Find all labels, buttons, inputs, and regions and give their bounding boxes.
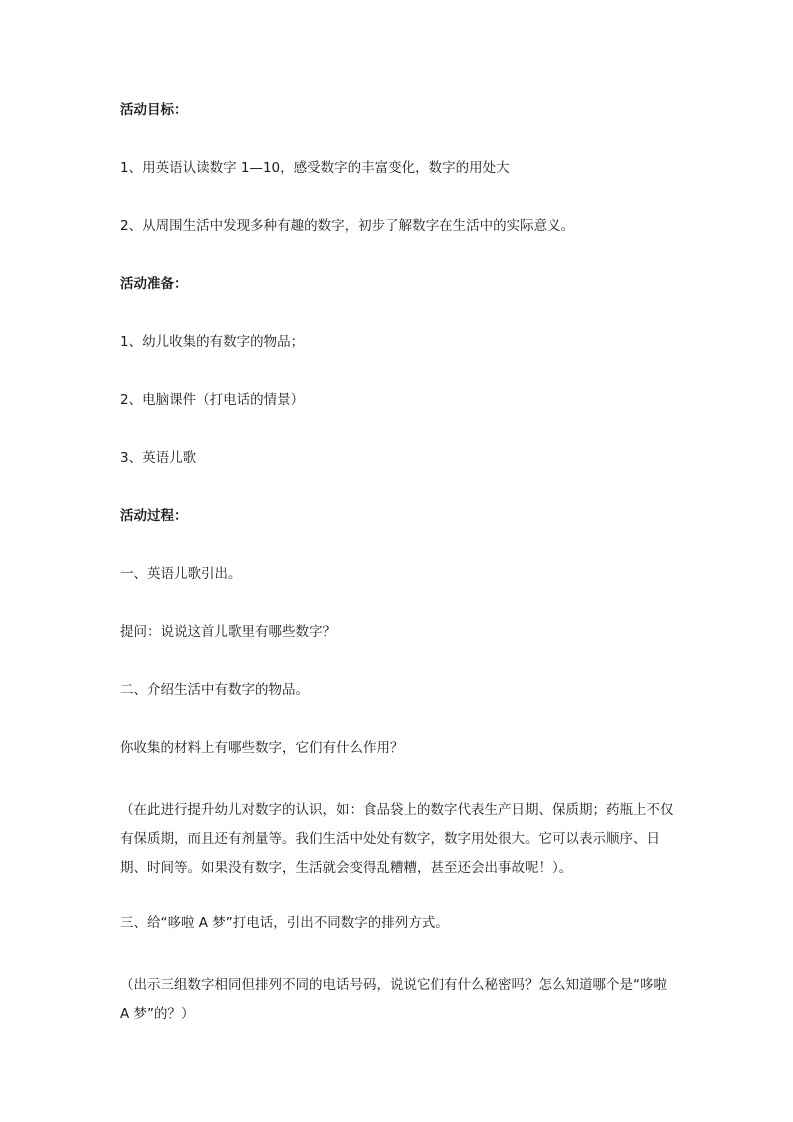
section-heading-preparation: 活动准备： (120, 276, 188, 292)
prep-item-2: 2、电脑课件（打电话的情景） (120, 392, 305, 408)
prep-item-1: 1、幼儿收集的有数字的物品； (120, 334, 305, 350)
process-note-2: （出示三组数字相同但排列不同的电话号码，说说它们有什么秘密吗？怎么知道哪个是“哆啦 A 梦”的？） (120, 977, 667, 1022)
process-step-2: 二、介绍生活中有数字的物品。 (120, 682, 309, 698)
section-heading-goals: 活动目标： (120, 102, 188, 118)
process-question-2: 你收集的材料上有哪些数字，它们有什么作用？ (120, 740, 404, 756)
process-step-1: 一、英语儿歌引出。 (120, 566, 242, 582)
goal-item-1: 1、用英语认读数字 1—10，感受数字的丰富变化，数字的用处大 (120, 160, 510, 176)
process-note-1: （在此进行提升幼儿对数字的认识，如：食品袋上的数字代表生产日期、保质期；药瓶上不仅有保质期，而且还有剂量等。我们生活中处处有数字，数字用处很大。它可以表示顺序、日期、时间等。如果没有数字，生活就会变得乱糟糟，甚至还会出事故呢！）。 (120, 802, 674, 876)
process-question-1: 提问：说说这首儿歌里有哪些数字？ (120, 624, 336, 640)
goal-item-2: 2、从周围生活中发现多种有趣的数字，初步了解数字在生活中的实际意义。 (120, 218, 575, 234)
prep-item-3: 3、英语儿歌 (120, 450, 197, 466)
document-body (120, 100, 680, 1029)
section-heading-process: 活动过程： (120, 508, 188, 524)
process-step-3: 三、给“哆啦 A 梦”打电话，引出不同数字的排列方式。 (120, 915, 449, 931)
